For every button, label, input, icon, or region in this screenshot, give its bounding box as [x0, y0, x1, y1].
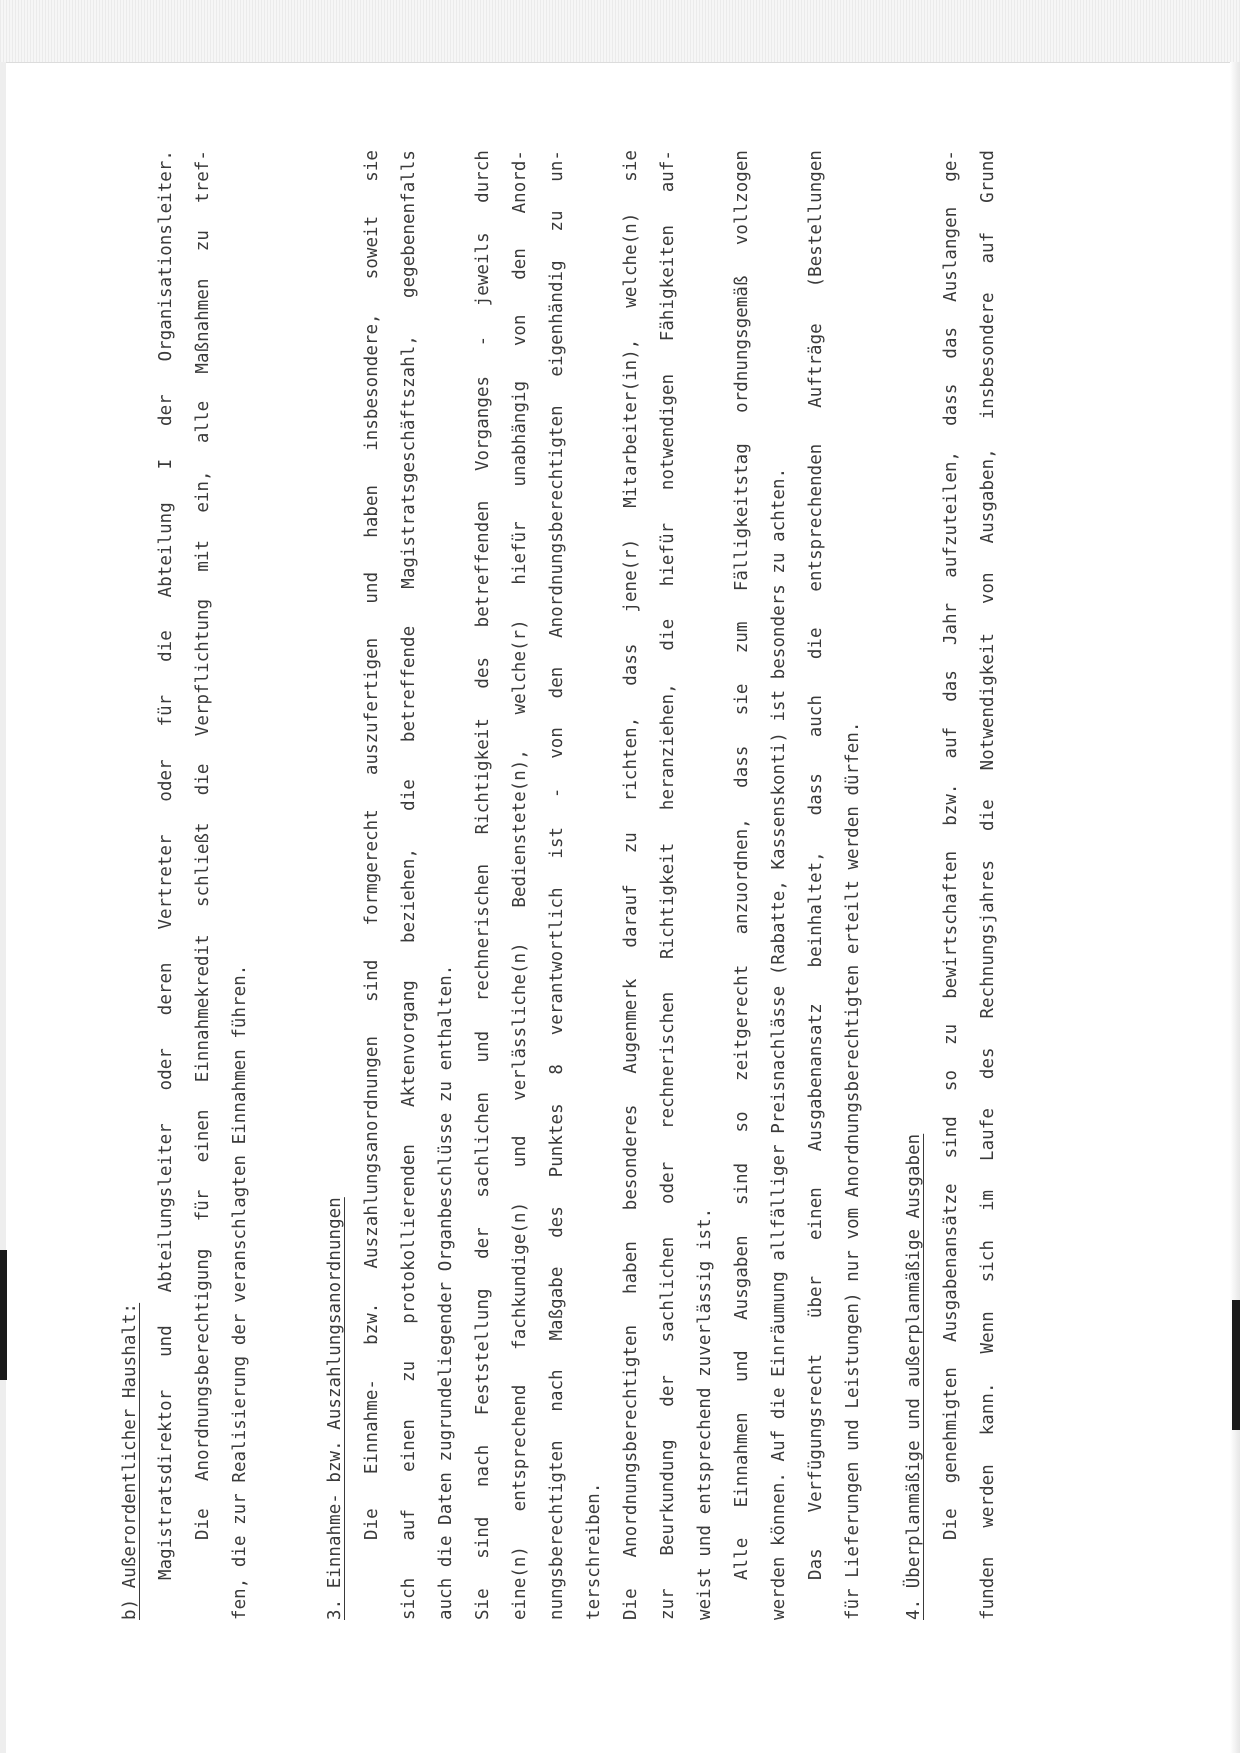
text-line: Die Einnahme- bzw. Auszahlungsanordnungen sind formgerecht auszufertigen und haben insbesondere, soweit sie — [362, 150, 382, 1540]
text-line: terschreiben. — [584, 1482, 604, 1620]
text-line: auch die Daten zugrundeliegender Organbeschlüsse zu enthalten. — [436, 964, 456, 1620]
scan-mark-right — [1232, 1300, 1240, 1430]
text-line: für Lieferungen und Leistungen) nur vom Anordnungsberechtigten erteilt werden dürfen. — [843, 721, 863, 1620]
text-line: funden werden kann. Wenn sich im Laufe des Rechnungsjahres die Notwendigkeit von Ausgaben, insbesondere auf Grund — [978, 150, 998, 1620]
text-line: Magistratsdirektor und Abteilungsleiter oder deren Vertreter oder für die Abteilung I der Organisationsleiter. — [156, 150, 176, 1580]
text-line: werden können. Auf die Einräumung allfälliger Preisnachlässe (Rabatte, Kassenskonti) ist besonders zu achten. — [769, 467, 789, 1620]
text-line: Die Anordnungsberechtigten haben besonderes Augenmerk darauf zu richten, dass jene(r) Mitarbeiter(in), welche(n) sie — [621, 150, 641, 1620]
text-line: weist und entsprechend zuverlässig ist. — [695, 1207, 715, 1620]
section-heading-4: 4. Überplanmäßige und außerplanmäßige Ausgaben — [904, 1133, 924, 1620]
text-line: Die genehmigten Ausgabenansätze sind so zu bewirtschaften bzw. auf das Jahr aufzuteilen, dass das Auslangen ge- — [941, 150, 961, 1540]
scan-border-top — [0, 0, 1240, 63]
text-line: eine(n) entsprechend fachkundige(n) und verlässliche(n) Bedienstete(n), welche(r) hiefür unabhängig von den Anord- — [510, 150, 530, 1620]
scan-mark-left — [0, 1250, 7, 1380]
rotated-document-page — [120, 140, 1120, 1620]
text-line: Das Verfügungsrecht über einen Ausgabenansatz beinhaltet, dass auch die entsprechenden Aufträge (Bestellungen — [806, 150, 826, 1580]
text-line: zur Beurkundung der sachlichen oder rechnerischen Richtigkeit heranziehen, die hiefür notwendigen Fähigkeiten auf- — [658, 150, 678, 1620]
text-line: Die Anordnungsberechtigung für einen Einnahmekredit schließt die Verpflichtung mit ein, alle Maßnahmen zu tref- — [193, 150, 213, 1540]
text-line: nungsberechtigten nach Maßgabe des Punktes 8 verantwortlich ist - von den Anordnungsberechtigten eigenhändig zu un- — [547, 150, 567, 1620]
scan-edge-right — [1230, 62, 1240, 1753]
text-line: fen, die zur Realisierung der veranschlagten Einnahmen führen. — [230, 964, 250, 1620]
text-line: Alle Einnahmen und Ausgaben sind so zeitgerecht anzuordnen, dass sie zum Fälligkeitstag ordnungsgemäß vollzogen — [732, 150, 752, 1580]
text-line: Sie sind nach Feststellung der sachlichen und rechnerischen Richtigkeit des betreffenden Vorganges - jeweils durch — [473, 150, 493, 1620]
text-line: sich auf einen zu protokollierenden Aktenvorgang beziehen, die betreffende Magistratsgeschäftszahl, gegebenenfalls — [399, 150, 419, 1620]
section-heading-b: b) Außerordentlicher Haushalt: — [120, 1302, 140, 1620]
scan-edge-left — [0, 62, 6, 1753]
section-heading-3: 3. Einnahme- bzw. Auszahlungsanordnungen — [325, 1197, 345, 1620]
